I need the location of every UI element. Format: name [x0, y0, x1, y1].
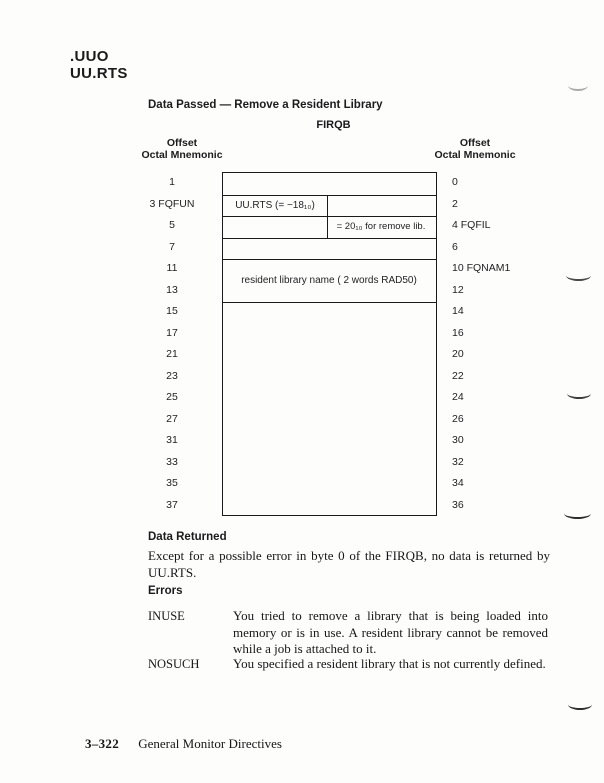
- offset-label-right: 32: [452, 455, 464, 468]
- offset-label-left: 31: [166, 434, 178, 446]
- scan-curl-mark: [568, 699, 592, 710]
- cell-fqnam1-value: resident library name ( 2 words RAD50): [241, 275, 417, 286]
- offset-label-left: 25: [166, 391, 178, 403]
- scan-curl-mark: [567, 388, 591, 399]
- offset-label-left: 15: [166, 305, 178, 317]
- left-offset-header-line2: Octal Mnemonic: [141, 149, 223, 161]
- offset-label-left: 23: [166, 369, 178, 382]
- offset-label-left: 27: [166, 412, 178, 425]
- scan-curl-mark: [568, 80, 588, 91]
- offset-label-left: 17: [166, 326, 178, 339]
- data-returned-text: Except for a possible error in byte 0 of the FIRQB, no data is returned by UU.RTS.: [148, 548, 550, 580]
- offset-label-left: 13: [166, 283, 178, 296]
- offset-label-right: 4 FQFIL: [452, 219, 491, 231]
- offset-label-right: 36: [452, 498, 464, 511]
- scan-curl-mark: [564, 508, 591, 519]
- errors-heading: Errors: [148, 585, 183, 597]
- offset-label-right: 24: [452, 391, 464, 403]
- offset-label-right: 16: [452, 326, 464, 339]
- directive-name-uurts: UU.RTS: [70, 65, 128, 82]
- offset-label-left: 3 FQFUN: [149, 197, 195, 210]
- figure-title: Data Passed — Remove a Resident Library: [148, 99, 383, 111]
- cell-fqfun-value: UU.RTS (= −18₁₀): [235, 199, 315, 211]
- offset-label-left: 35: [166, 477, 178, 489]
- error-code-inuse: INUSE: [148, 609, 185, 623]
- cell-fqfil-value: = 20₁₀ for remove lib.: [336, 221, 426, 233]
- offset-label-right: 6: [452, 240, 458, 253]
- offset-label-left: 5: [169, 219, 175, 231]
- page-number: 3–322: [85, 736, 119, 751]
- offset-label-right: 12: [452, 283, 464, 296]
- left-offset-column-header: [112, 137, 252, 161]
- row-divider: [223, 238, 436, 239]
- chapter-title: General Monitor Directives: [138, 736, 282, 751]
- data-returned-heading: Data Returned: [148, 531, 227, 543]
- offset-label-right: 22: [452, 369, 464, 382]
- offset-label-right: 0: [452, 176, 458, 188]
- offset-label-right: 2: [452, 197, 458, 210]
- offset-label-right: 30: [452, 434, 464, 446]
- offset-label-right: 26: [452, 412, 464, 425]
- offset-label-left: 33: [166, 455, 178, 468]
- figure-subtitle-firqb: FIRQB: [316, 119, 351, 131]
- error-code-nosuch: NOSUCH: [148, 657, 200, 671]
- offset-label-left: 7: [169, 240, 175, 253]
- right-offset-column-header: [405, 137, 545, 161]
- page-footer: [85, 736, 282, 752]
- error-desc-inuse: You tried to remove a library that is being loaded into memory or is in use. A resident library cannot be removed while a job is attached to it.: [233, 608, 548, 656]
- right-offset-header-line2: Octal Mnemonic: [434, 149, 516, 161]
- right-offset-header-line1: Offset: [459, 137, 491, 149]
- firqb-diagram-box: [222, 172, 437, 516]
- row-divider: [223, 302, 436, 303]
- left-offset-header-line1: Offset: [166, 137, 198, 149]
- offset-label-left: 37: [166, 498, 178, 511]
- scan-curl-mark: [566, 270, 591, 281]
- offset-label-right: 14: [452, 305, 464, 317]
- offset-label-right: 10 FQNAM1: [452, 262, 511, 274]
- offset-label-left: 11: [166, 262, 178, 274]
- offset-label-right: 20: [452, 348, 464, 360]
- offset-label-right: 34: [452, 477, 464, 489]
- offset-label-left: 1: [169, 176, 175, 188]
- offset-label-left: 21: [166, 348, 178, 360]
- directive-name-uuo: .UUO: [70, 48, 109, 65]
- directive-header: [70, 48, 128, 82]
- error-desc-nosuch: You specified a resident library that is not currently defined.: [233, 656, 546, 671]
